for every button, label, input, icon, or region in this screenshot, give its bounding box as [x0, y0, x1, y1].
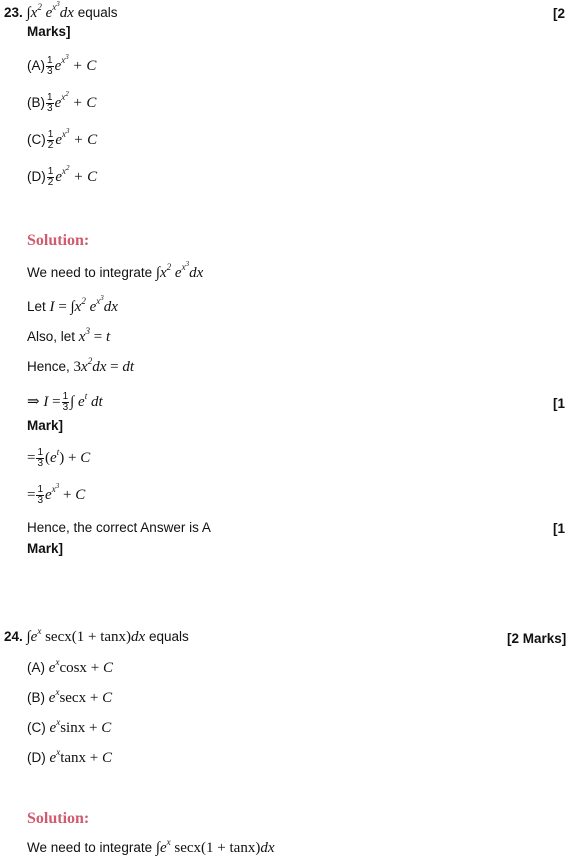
- q23-option: (D) $\frac{1}{2}$ $e^{x^2} + C$: [27, 164, 98, 188]
- q23-solution-heading: Solution:: [27, 232, 90, 249]
- q23-stem: 23. $\int x^2$ $e^{x^3}dx$ equals: [4, 0, 118, 21]
- q23-step-substitution: Also, let $x^3 = t$: [27, 326, 111, 345]
- q23-mark1-close: Mark]: [27, 418, 64, 433]
- q24-option: (B) $e^x\sec x + C$: [27, 687, 113, 706]
- integral-sign: ∫: [26, 5, 31, 21]
- option-label: (A): [27, 58, 45, 74]
- q23-step-result1: = $\frac{1}{3}$ $(e^t) + C$: [27, 447, 91, 469]
- q23-number: 23.: [4, 5, 23, 20]
- q24-option: (C) $e^x\sin x + C$: [27, 717, 112, 736]
- q24-stem: 24. $\int e^x$ secx(1 + tanx)dx equals: [4, 626, 189, 645]
- option-label: (C): [27, 132, 46, 148]
- q23-marks-open: [2: [553, 6, 566, 21]
- q23-option: (C) $\frac{1}{2}$ $e^{x^3} + C$: [27, 127, 98, 151]
- q23-step-differential: Hence, $3x^2dx$ = dt: [27, 356, 135, 375]
- option-label: (B): [27, 95, 45, 111]
- q24-option: (A) $e^x\cos x + C$: [27, 657, 113, 676]
- q23-step-intro: We need to integrate $\int x^2$ $e^{x^3}dx$: [27, 260, 204, 281]
- q23-step-result2: = $\frac{1}{3}$ $e^{x^3} + C$: [27, 482, 86, 506]
- q24-number: 24.: [4, 629, 23, 644]
- q23-step-integral: ⇒ I = $\frac{1}{3}$ ∫ $e^t$ dt: [27, 391, 103, 413]
- q24-option: (D) $e^x\tan x + C$: [27, 747, 113, 766]
- q24-marks: [2 Marks]: [507, 631, 567, 646]
- q23-mark1-open: [1: [553, 396, 566, 411]
- q23-step-let: Let $I = \int x^2$ $e^{x^3}dx$: [27, 294, 118, 315]
- q23-marks-close: Marks]: [27, 24, 71, 39]
- q23-mark2-close: Mark]: [27, 541, 64, 556]
- q24-suffix: equals: [148, 629, 189, 644]
- q23-answer: Hence, the correct Answer is A: [27, 520, 211, 535]
- q24-step-intro: We need to integrate $\int e^x$ secx(1 + tanx)dx: [27, 837, 275, 856]
- q23-suffix: equals: [77, 5, 118, 20]
- q23-option: (B) $\frac{1}{3}$ $e^{x^2} + C$: [27, 90, 97, 114]
- q24-solution-heading: Solution:: [27, 810, 90, 827]
- option-label: (D): [27, 169, 46, 185]
- q23-option: (A) $\frac{1}{3}$ $e^{x^3} + C$: [27, 53, 97, 77]
- q23-mark2-open: [1: [553, 521, 566, 536]
